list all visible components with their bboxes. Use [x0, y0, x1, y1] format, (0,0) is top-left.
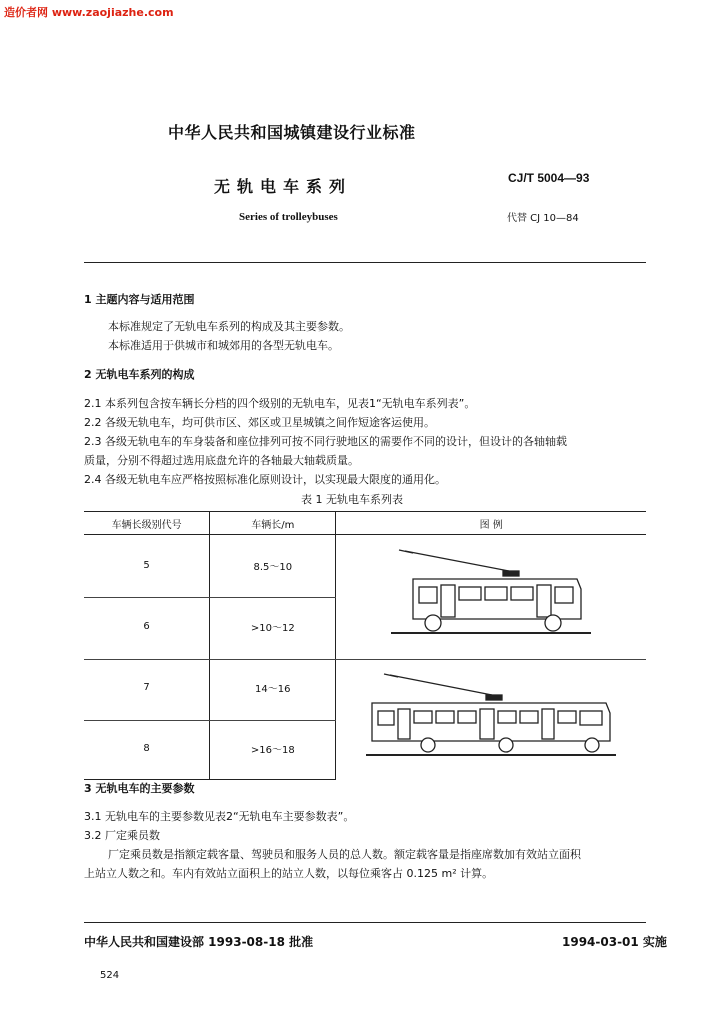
clause-2-1: 2.1 本系列包含按车辆长分档的四个级别的无轨电车，见表1“无轨电车系列表”。 — [84, 397, 476, 410]
clause-2-2: 2.2 各级无轨电车，均可供市区、郊区或卫星城镇之间作短途客运使用。 — [84, 416, 435, 429]
door — [398, 709, 410, 739]
window — [414, 711, 432, 723]
wheel — [421, 738, 435, 752]
effective-date: 1994-03-01 实施 — [562, 935, 667, 949]
articulated-trolleybus-illustration — [366, 669, 616, 765]
clause-3-2-line-1: 厂定乘员数是指额定载客量、驾驶员和服务人员的总人数。额定载客量是指座席数加有效站立面积 — [108, 848, 581, 861]
document-title-cn: 无轨电车系列 — [214, 177, 353, 196]
clause-3-2-heading: 3.2 厂定乘员数 — [84, 829, 160, 842]
table-row — [84, 535, 646, 597]
clause-2-3-line-1: 2.3 各级无轨电车的车身装备和座位排列可按不同行驶地区的需要作不同的设计，但设计的各轴轴载 — [84, 435, 567, 448]
row-length: 8.5～10 — [210, 535, 336, 597]
replaces-standard: 代替 CJ 10—84 — [507, 213, 579, 224]
roof-equipment — [486, 695, 502, 700]
articulation-joint — [480, 709, 494, 739]
header-illustration: 图 例 — [336, 512, 646, 535]
wheel — [585, 738, 599, 752]
section-3-heading: 3 无轨电车的主要参数 — [84, 782, 195, 795]
section-1-paragraph-1: 本标准规定了无轨电车系列的构成及其主要参数。 — [108, 320, 350, 333]
window — [520, 711, 538, 723]
section-2-heading: 2 无轨电车系列的构成 — [84, 368, 195, 381]
window — [485, 587, 507, 600]
table-1-caption: 表 1 无轨电车系列表 — [301, 493, 403, 506]
trolleybus-series-table — [84, 511, 646, 780]
standard-code: CJ/T 5004—93 — [508, 171, 590, 185]
row-length: >16～18 — [210, 718, 336, 780]
table-row — [84, 657, 646, 718]
row-divider — [84, 597, 336, 598]
clause-3-1: 3.1 无轨电车的主要参数见表2“无轨电车主要参数表”。 — [84, 810, 355, 823]
document-title-en: Series of trolleybuses — [239, 211, 338, 223]
wheel — [425, 615, 441, 631]
row-code: 7 — [84, 657, 210, 718]
articulated-trolleybus-illustration-cell — [336, 657, 646, 780]
page-number: 524 — [100, 970, 120, 981]
approval-line: 中华人民共和国建设部 1993-08-18 批准 — [84, 935, 314, 949]
window — [378, 711, 394, 725]
trolleybus-illustration-cell — [336, 535, 646, 658]
roof-equipment — [503, 571, 519, 576]
window — [459, 587, 481, 600]
header-vehicle-length: 车辆长/m — [210, 512, 336, 535]
window — [580, 711, 602, 725]
clause-3-2-line-2: 上站立人数之和。车内有效站立面积上的站立人数，以每位乘客占 0.125 m² 计算。 — [84, 867, 494, 880]
trolley-pole — [390, 675, 492, 695]
footer-divider — [84, 922, 646, 923]
row-code: 8 — [84, 718, 210, 780]
row-length: 14～16 — [210, 657, 336, 718]
header-length-class-code: 车辆长级别代号 — [84, 512, 210, 535]
bus-body — [413, 579, 581, 619]
window — [555, 587, 573, 603]
row-divider — [84, 659, 646, 660]
window — [511, 587, 533, 600]
door — [542, 709, 554, 739]
wheel — [545, 615, 561, 631]
window — [558, 711, 576, 723]
window — [458, 711, 476, 723]
standard-organization: 中华人民共和国城镇建设行业标准 — [168, 123, 416, 142]
window — [498, 711, 516, 723]
section-1-heading: 1 主题内容与适用范围 — [84, 293, 195, 306]
wheel — [499, 738, 513, 752]
trolleybus-illustration — [391, 547, 591, 643]
clause-2-3-line-2: 质量，分别不得超过选用底盘允许的各轴最大轴载质量。 — [84, 454, 359, 467]
window — [419, 587, 437, 603]
door — [441, 585, 455, 617]
row-code: 5 — [84, 535, 210, 597]
row-code: 6 — [84, 596, 210, 657]
section-1-paragraph-2: 本标准适用于供城市和城郊用的各型无轨电车。 — [108, 339, 339, 352]
row-length: >10～12 — [210, 596, 336, 657]
window — [436, 711, 454, 723]
clause-2-4: 2.4 各级无轨电车应严格按照标准化原则设计，以实现最大限度的通用化。 — [84, 473, 446, 486]
header-divider — [84, 262, 646, 263]
trolley-pole — [405, 551, 509, 571]
door — [537, 585, 551, 617]
watermark: 造价者网 www.zaojiazhe.com — [4, 6, 174, 19]
row-divider — [84, 720, 336, 721]
